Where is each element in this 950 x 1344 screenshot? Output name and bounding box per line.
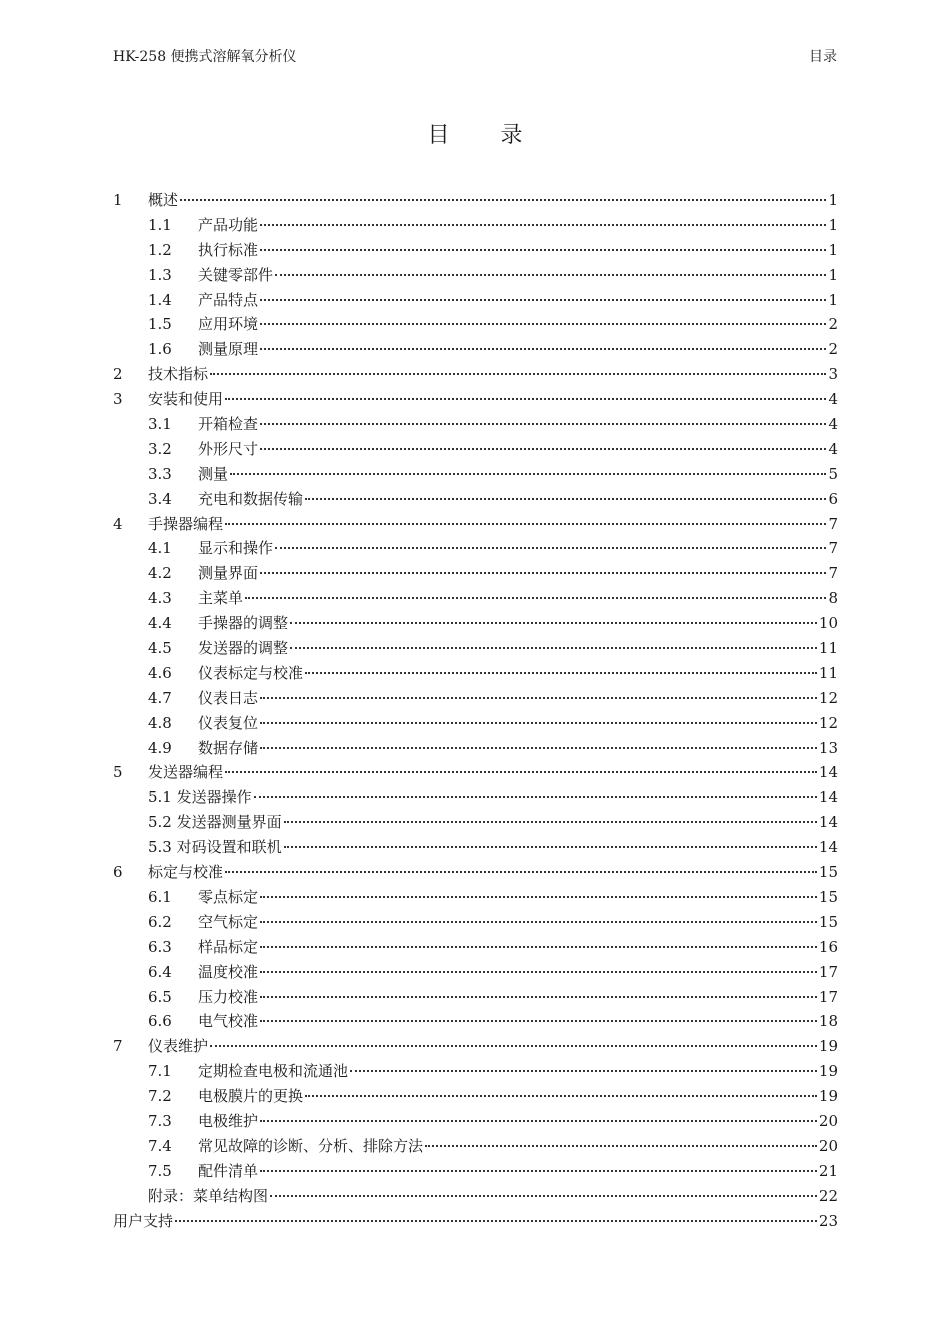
toc-entry-page: 1 xyxy=(828,265,838,284)
toc-entry[interactable] xyxy=(113,1159,838,1184)
toc-entry[interactable] xyxy=(113,910,838,935)
toc-entry-title: 技术指标 xyxy=(148,365,209,384)
toc-entry-page: 4 xyxy=(828,439,838,458)
toc-entry-title: 零点标定 xyxy=(198,887,259,906)
toc-entry-number: 4 xyxy=(113,514,123,533)
toc-entry-number: 6.3 xyxy=(148,937,172,956)
toc-entry-title: 主菜单 xyxy=(198,589,244,608)
toc-entry[interactable] xyxy=(113,512,838,537)
toc-leader-dots xyxy=(225,520,826,525)
toc-entry-page: 7 xyxy=(828,564,838,583)
toc-entry-title: 数据存储 xyxy=(198,738,259,757)
toc-entry-number: 3 xyxy=(113,390,123,409)
toc-entry-page: 14 xyxy=(818,838,838,857)
toc-entry-title: 外形尺寸 xyxy=(198,439,259,458)
toc-entry[interactable] xyxy=(113,188,838,213)
toc-entry-number: 6.4 xyxy=(148,962,172,981)
toc-leader-dots xyxy=(230,470,826,475)
toc-entry-title: 发送器的调整 xyxy=(198,639,289,658)
toc-entry[interactable] xyxy=(113,611,838,636)
toc-entry-page: 4 xyxy=(828,415,838,434)
toc-entry[interactable] xyxy=(113,661,838,686)
toc-entry-title: 用户支持 xyxy=(113,1211,174,1230)
toc-entry[interactable] xyxy=(113,860,838,885)
toc-leader-dots xyxy=(260,420,826,425)
toc-entry-title: 附录：菜单结构图 xyxy=(148,1186,269,1205)
toc-entry[interactable] xyxy=(113,213,838,238)
toc-leader-dots xyxy=(260,296,826,301)
toc-leader-dots xyxy=(260,569,826,574)
toc-leader-dots xyxy=(284,818,817,823)
toc-entry[interactable] xyxy=(113,586,838,611)
toc-title: 目 录 xyxy=(427,123,545,148)
toc-entry-page: 6 xyxy=(828,489,838,508)
toc-leader-dots xyxy=(245,594,826,599)
toc-leader-dots xyxy=(210,1042,817,1047)
toc-entry-page: 11 xyxy=(818,639,838,658)
toc-entry-number: 3.1 xyxy=(148,415,172,434)
toc-entry-title: 仪表维护 xyxy=(148,1037,209,1056)
toc-entry[interactable] xyxy=(113,711,838,736)
toc-entry-title: 空气标定 xyxy=(198,912,259,931)
toc-leader-dots xyxy=(305,1092,817,1097)
toc-entry-title: 配件清单 xyxy=(198,1161,259,1180)
toc-entry-page: 1 xyxy=(828,240,838,259)
toc-entry-number: 4.8 xyxy=(148,713,172,732)
toc-leader-dots xyxy=(260,1117,817,1122)
toc-entry-number: 4.9 xyxy=(148,738,172,757)
toc-leader-dots xyxy=(290,644,817,649)
toc-entry-page: 22 xyxy=(818,1186,838,1205)
toc-entry[interactable] xyxy=(113,885,838,910)
toc-entry-page: 15 xyxy=(818,912,838,931)
toc-entry-page: 20 xyxy=(818,1136,838,1155)
toc-leader-dots xyxy=(260,445,826,450)
toc-entry-title: 测量界面 xyxy=(198,564,259,583)
toc-entry[interactable] xyxy=(113,462,838,487)
toc-entry-page: 17 xyxy=(818,962,838,981)
toc-entry[interactable] xyxy=(113,337,838,362)
page-header xyxy=(113,46,837,68)
toc-entry[interactable] xyxy=(113,561,838,586)
toc-entry-page: 1 xyxy=(828,215,838,234)
toc-entry-number: 1 xyxy=(113,191,123,209)
toc-entry-page: 2 xyxy=(828,340,838,359)
toc-entry-number: 3.4 xyxy=(148,489,172,508)
toc-entry-page: 7 xyxy=(828,539,838,558)
toc-leader-dots xyxy=(260,694,817,699)
toc-entry-page: 1 xyxy=(828,191,838,209)
toc-entry-number: 5 xyxy=(113,763,123,782)
toc-leader-dots xyxy=(225,768,817,773)
toc-entry-number: 7.2 xyxy=(148,1087,172,1106)
toc-entry-number: 4.1 xyxy=(148,539,172,558)
toc-leader-dots xyxy=(260,968,817,973)
toc-entry-number: 4.5 xyxy=(148,639,172,658)
toc-entry-page: 10 xyxy=(818,614,838,633)
toc-entry-title: 安装和使用 xyxy=(148,390,224,409)
table-of-contents xyxy=(113,188,838,1233)
toc-entry-page: 5 xyxy=(828,464,838,483)
toc-leader-dots xyxy=(270,1192,817,1197)
toc-entry[interactable] xyxy=(113,288,838,313)
toc-entry-number: 1.2 xyxy=(148,240,172,259)
toc-entry-number: 6.2 xyxy=(148,912,172,931)
toc-entry-page: 14 xyxy=(818,813,838,832)
toc-entry-title: 产品功能 xyxy=(198,215,259,234)
toc-leader-dots xyxy=(425,1142,817,1147)
toc-entry-number: 1.6 xyxy=(148,340,172,359)
toc-entry-page: 11 xyxy=(818,663,838,682)
toc-leader-dots xyxy=(260,345,826,350)
toc-leader-dots xyxy=(260,1017,817,1022)
toc-entry-number: 7 xyxy=(113,1037,123,1056)
toc-entry-title: 常见故障的诊断、分析、排除方法 xyxy=(198,1136,424,1155)
toc-entry[interactable] xyxy=(113,686,838,711)
toc-entry-number: 6.6 xyxy=(148,1012,172,1031)
toc-entry[interactable] xyxy=(113,935,838,960)
toc-entry-title: 仪表复位 xyxy=(198,713,259,732)
toc-leader-dots xyxy=(225,868,817,873)
toc-entry[interactable] xyxy=(113,387,838,412)
toc-entry-page: 19 xyxy=(818,1037,838,1056)
toc-entry[interactable] xyxy=(113,437,838,462)
toc-entry-number: 4.2 xyxy=(148,564,172,583)
toc-entry-title: 样品标定 xyxy=(198,937,259,956)
toc-entry[interactable] xyxy=(113,362,838,387)
toc-entry-page: 20 xyxy=(818,1111,838,1130)
toc-leader-dots xyxy=(260,1167,817,1172)
toc-entry-number: 1.4 xyxy=(148,290,172,309)
toc-entry-page: 12 xyxy=(818,713,838,732)
toc-entry[interactable] xyxy=(113,636,838,661)
toc-entry-number: 7.4 xyxy=(148,1136,172,1155)
toc-entry-page: 19 xyxy=(818,1062,838,1081)
toc-leader-dots xyxy=(305,495,826,500)
toc-leader-dots xyxy=(305,669,817,674)
toc-entry-number: 7.3 xyxy=(148,1111,172,1130)
toc-leader-dots xyxy=(260,893,817,898)
toc-entry-page: 14 xyxy=(818,788,838,807)
toc-entry-title: 电极膜片的更换 xyxy=(198,1087,304,1106)
toc-entry-title: 手操器的调整 xyxy=(198,614,289,633)
toc-entry-title: 充电和数据传输 xyxy=(198,489,304,508)
toc-entry[interactable] xyxy=(113,536,838,561)
toc-leader-dots xyxy=(260,744,817,749)
toc-leader-dots xyxy=(284,843,817,848)
toc-entry-title: 定期检查电极和流通池 xyxy=(198,1062,349,1081)
toc-entry[interactable] xyxy=(113,810,838,835)
toc-entry-title: 执行标准 xyxy=(198,240,259,259)
toc-entry-number: 4.6 xyxy=(148,663,172,682)
toc-entry-title: 应用环境 xyxy=(198,315,259,334)
toc-entry-title: 5.3 对码设置和联机 xyxy=(148,838,282,857)
toc-entry[interactable] xyxy=(113,1184,838,1209)
toc-entry[interactable] xyxy=(113,736,838,761)
toc-entry-title: 仪表日志 xyxy=(198,688,259,707)
toc-entry-title: 温度校准 xyxy=(198,962,259,981)
toc-entry-number: 6 xyxy=(113,863,123,882)
toc-leader-dots xyxy=(290,619,817,624)
toc-leader-dots xyxy=(275,544,826,549)
toc-entry[interactable] xyxy=(113,960,838,985)
toc-entry-page: 15 xyxy=(818,887,838,906)
toc-leader-dots xyxy=(350,1067,817,1072)
toc-leader-dots xyxy=(275,271,826,276)
toc-entry-page: 17 xyxy=(818,987,838,1006)
toc-entry-title: 电气校准 xyxy=(198,1012,259,1031)
toc-leader-dots xyxy=(180,196,826,201)
toc-leader-dots xyxy=(260,221,826,226)
toc-entry-number: 7.5 xyxy=(148,1161,172,1180)
toc-entry[interactable] xyxy=(113,1209,838,1234)
toc-leader-dots xyxy=(260,993,817,998)
toc-entry-page: 13 xyxy=(818,738,838,757)
toc-entry[interactable] xyxy=(113,835,838,860)
toc-entry-number: 1.1 xyxy=(148,215,172,234)
toc-entry[interactable] xyxy=(113,760,838,785)
toc-entry[interactable] xyxy=(113,1109,838,1134)
toc-entry-title: 5.2 发送器测量界面 xyxy=(148,813,282,832)
toc-leader-dots xyxy=(260,719,817,724)
toc-entry[interactable] xyxy=(113,1034,838,1059)
toc-entry[interactable] xyxy=(113,263,838,288)
toc-entry-title: 测量 xyxy=(198,464,229,483)
toc-entry-page: 8 xyxy=(828,589,838,608)
toc-entry-page: 3 xyxy=(828,365,838,384)
toc-entry-page: 19 xyxy=(818,1087,838,1106)
toc-entry-number: 4.4 xyxy=(148,614,172,633)
toc-entry-page: 18 xyxy=(818,1012,838,1031)
toc-entry-page: 2 xyxy=(828,315,838,334)
toc-leader-dots xyxy=(260,943,817,948)
toc-entry-page: 1 xyxy=(828,290,838,309)
toc-entry[interactable] xyxy=(113,985,838,1010)
toc-entry-title: 测量原理 xyxy=(198,340,259,359)
toc-entry[interactable] xyxy=(113,1009,838,1034)
toc-entry-number: 6.5 xyxy=(148,987,172,1006)
toc-entry-number: 3.3 xyxy=(148,464,172,483)
toc-entry-title: 5.1 发送器操作 xyxy=(148,788,252,807)
toc-entry-page: 12 xyxy=(818,688,838,707)
toc-entry[interactable] xyxy=(113,1059,838,1084)
section-name: 目录 xyxy=(809,49,837,65)
toc-leader-dots xyxy=(210,370,826,375)
toc-entry-page: 14 xyxy=(818,763,838,782)
toc-entry[interactable] xyxy=(113,412,838,437)
toc-entry[interactable] xyxy=(113,238,838,263)
toc-entry-number: 4.7 xyxy=(148,688,172,707)
toc-entry[interactable] xyxy=(113,487,838,512)
toc-entry-title: 开箱检查 xyxy=(198,415,259,434)
toc-entry-number: 2 xyxy=(113,365,123,384)
toc-leader-dots xyxy=(260,918,817,923)
toc-leader-dots xyxy=(254,793,817,798)
toc-entry-page: 7 xyxy=(828,514,838,533)
toc-entry-number: 4.3 xyxy=(148,589,172,608)
toc-entry-number: 6.1 xyxy=(148,887,172,906)
toc-leader-dots xyxy=(175,1217,817,1222)
toc-entry-page: 21 xyxy=(818,1161,838,1180)
toc-entry-title: 电极维护 xyxy=(198,1111,259,1130)
toc-entry-number: 1.5 xyxy=(148,315,172,334)
toc-leader-dots xyxy=(225,395,826,400)
toc-entry-number: 3.2 xyxy=(148,439,172,458)
toc-entry-title: 手操器编程 xyxy=(148,514,224,533)
toc-leader-dots xyxy=(260,246,826,251)
toc-entry-page: 4 xyxy=(828,390,838,409)
toc-leader-dots xyxy=(260,320,826,325)
toc-entry[interactable] xyxy=(113,1084,838,1109)
toc-entry-title: 标定与校准 xyxy=(148,863,224,882)
toc-entry-number: 7.1 xyxy=(148,1062,172,1081)
toc-entry-title: 关键零部件 xyxy=(198,265,274,284)
toc-entry-title: 压力校准 xyxy=(198,987,259,1006)
toc-entry-page: 23 xyxy=(818,1211,838,1230)
document-title: HK-258 便携式溶解氧分析仪 xyxy=(113,49,297,65)
toc-entry[interactable] xyxy=(113,312,838,337)
toc-entry-title: 仪表标定与校准 xyxy=(198,663,304,682)
toc-entry-page: 15 xyxy=(818,863,838,882)
toc-entry-title: 显示和操作 xyxy=(198,539,274,558)
toc-entry-number: 1.3 xyxy=(148,265,172,284)
toc-entry-title: 发送器编程 xyxy=(148,763,224,782)
toc-entry[interactable] xyxy=(113,1134,838,1159)
toc-entry-page: 16 xyxy=(818,937,838,956)
toc-entry-title: 产品特点 xyxy=(198,290,259,309)
toc-entry-title: 概述 xyxy=(148,191,179,209)
toc-entry[interactable] xyxy=(113,785,838,810)
